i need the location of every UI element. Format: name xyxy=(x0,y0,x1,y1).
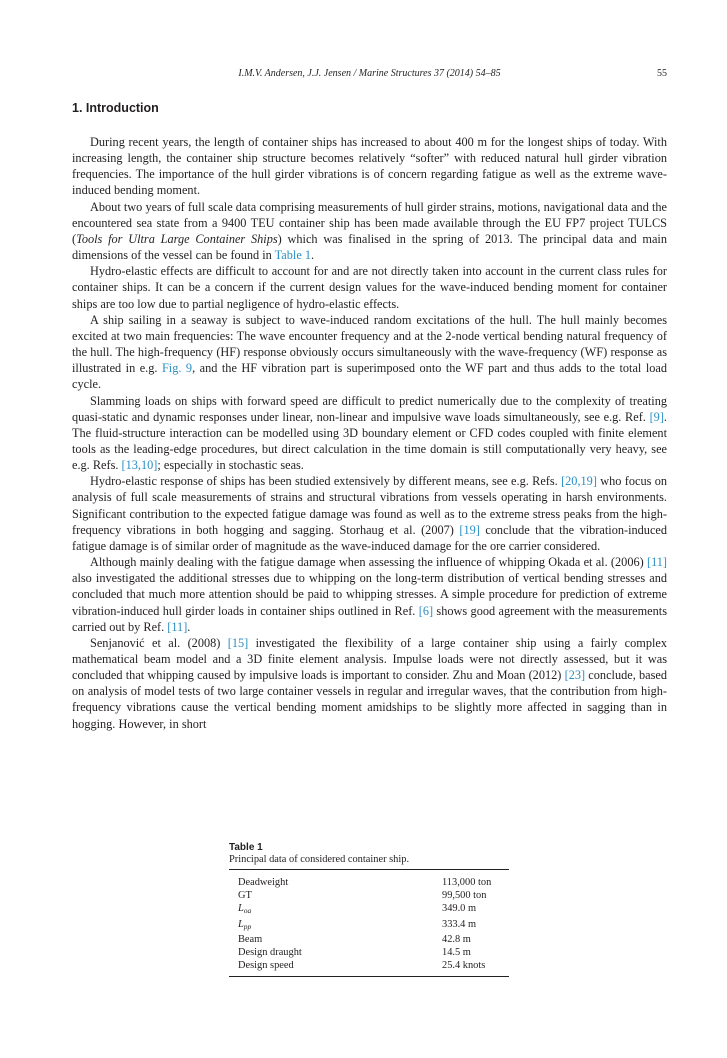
text-run: Slamming loads on ships with forward speed are difficult to predict numerically due to the complexity of treating quasi-static and dynamic responses under linear, non-linear and impulsive wave loads simultaneously, see e.g. Ref. xyxy=(72,393,667,424)
text-run: During recent years, the length of container ships has increased to about 400 m for the longest ships of today. With increasing length, the container ship structure becomes relatively “softer” with reduced natural hull girder vibration frequencies. The importance of the hull girder vibrations is of concern regarding fatigue as well as the extreme wave-induced bending moment. xyxy=(72,135,667,198)
reference-link[interactable]: [15] xyxy=(227,635,249,650)
text-run: also investigated the additional stresses due to whipping on the long-term distribution of vertical bending stresses and concluded that much more attention should be paid to whipping stresses. A simple procedure for prediction of extreme vibration-induced hull girder loads in container ships outlined in Ref. xyxy=(72,571,667,618)
reference-link[interactable]: [13,10] xyxy=(121,458,158,473)
table-row xyxy=(229,918,509,933)
parameter-value: 42.8 m xyxy=(442,933,471,945)
table-row xyxy=(229,870,509,890)
parameter-name xyxy=(229,918,442,933)
text-run: Although mainly dealing with the fatigue damage when assessing the influence of whipping Okada et al. (2006) xyxy=(90,555,647,570)
parameter-name xyxy=(229,933,442,946)
text-run: Senjanović et al. (2008) xyxy=(90,635,228,650)
reference-link[interactable]: [11] xyxy=(167,619,188,634)
table-row xyxy=(229,959,509,977)
parameter-name xyxy=(229,889,442,902)
text-run: Hydro-elastic effects are difficult to account for and are not directly taken into account in the current class rules for container ships. It can be a concern if the current design values for the wave-induced bending moment for container ships are too low due to partial negligence of hydro-elastic effects. xyxy=(72,264,667,311)
table-1 xyxy=(229,842,509,977)
reference-link[interactable]: [6] xyxy=(418,603,434,618)
table-label: Table 1 xyxy=(229,842,263,853)
paragraph xyxy=(72,312,667,393)
parameter-label: L xyxy=(238,903,244,915)
parameter-label: Design speed xyxy=(238,960,294,972)
italic-text: Tools for Ultra Large Container Ships xyxy=(76,231,278,246)
text-run: shows good agreement with the measurements carried out by Ref. xyxy=(72,603,667,634)
parameter-name xyxy=(229,946,442,959)
text-run: About two years of full scale data comprising measurements of hull girder strains, motions, navigational data and the encountered sea state from a 9400 TEU container ship has been made available through the EU FP7 project TULCS ( xyxy=(72,199,667,246)
parameter-name xyxy=(229,870,442,890)
text-run: . xyxy=(187,619,191,634)
text-run: who focus on analysis of full scale measurements of strains and structural vibrations from vessels operating in harsh environments. Significant contribution to the expected fatigue damage was found as well as to the extreme stress peaks from the high-frequency vibrations in both hogging and sagging. Storhaug et al. (2007) xyxy=(72,474,667,537)
paragraph xyxy=(72,473,667,554)
text-run: ; especially in stochastic seas. xyxy=(157,458,304,473)
parameter-value: 113,000 ton xyxy=(442,877,492,888)
parameter-value: 14.5 m xyxy=(442,947,471,959)
parameter-label: L xyxy=(238,918,244,930)
paragraph xyxy=(72,635,667,732)
text-run: Hydro-elastic response of ships has been studied extensively by different means, see e.g. Refs. xyxy=(90,474,562,489)
table-row xyxy=(229,946,509,959)
reference-link[interactable]: [19] xyxy=(459,522,480,537)
reference-link[interactable]: [20,19] xyxy=(561,474,597,489)
parameter-label: Design draught xyxy=(238,947,302,959)
parameter-subscript: pp xyxy=(243,921,252,931)
table-caption: Principal data of considered container ship. xyxy=(229,854,410,865)
paragraph xyxy=(72,393,667,474)
parameter-value: 25.4 knots xyxy=(442,960,486,972)
paragraph xyxy=(72,134,667,199)
reference-link[interactable]: [9] xyxy=(649,409,664,424)
parameter-name xyxy=(229,959,442,977)
text-run: , and the HF vibration part is superimposed onto the WF part and thus adds to the total load cycle. xyxy=(72,361,668,392)
text-run: A ship sailing in a seaway is subject to wave-induced random excitations of the hull. The hull mainly becomes excited at two main frequencies: The wave encounter frequency and at the 2-node vertical bending natural frequency of the hull. The high-frequency (HF) response obviously occurs simultaneously with the wave-frequency (WF) response as illustrated in e.g. xyxy=(72,312,667,376)
principal-data-table xyxy=(229,869,509,977)
paragraph xyxy=(72,263,667,311)
parameter-name xyxy=(229,902,442,917)
paragraph xyxy=(72,199,667,264)
reference-link[interactable]: [11] xyxy=(646,555,667,570)
parameter-label: Beam xyxy=(238,933,263,945)
section-title: 1. Introduction xyxy=(72,101,159,115)
text-run: . xyxy=(311,248,315,263)
parameter-subscript: oa xyxy=(243,906,252,916)
text-run: investigated the flexibility of a large container ship using a fairly complex mathematical beam model and a 3D finite element analysis. Impulse loads were not directly assessed, but it was concluded that whipping caused by impulsive loads is important to consider. Zhu and Moan (2012) xyxy=(72,635,667,683)
paragraph xyxy=(72,554,667,635)
journal-citation: I.M.V. Andersen, J.J. Jensen / Marine Structures 37 (2014) 54–85 xyxy=(238,68,501,79)
parameter-label: GT xyxy=(238,890,252,902)
reference-link[interactable]: Fig. 9 xyxy=(161,361,193,376)
parameter-label: Deadweight xyxy=(238,877,289,888)
parameter-value: 99,500 ton xyxy=(442,890,487,902)
text-run: . The fluid-structure interaction can be modelled using 3D boundary element or CFD codes coupled with finite element tools as the leading-edge procedures, but direct calculation in the time domain is still computationally very heavy, see e.g. Refs. xyxy=(72,409,667,473)
introduction-body xyxy=(72,134,667,732)
page-number: 55 xyxy=(657,68,667,79)
text-run: conclude that the vibration-induced fatigue damage is of similar order of magnitude as the wave-induced damage for the ore carrier considered. xyxy=(72,522,668,553)
parameter-value: 349.0 m xyxy=(442,903,477,915)
table-row xyxy=(229,933,509,946)
table-row xyxy=(229,902,509,917)
reference-link[interactable]: [23] xyxy=(564,668,586,683)
text-run: conclude, based on analysis of model tests of two large container vessels in regular and irregular waves, that the contribution from high-frequency vibrations cause the vertical bending moment amidships to be slightly more affected in sagging than in hogging. However, in short xyxy=(72,668,667,731)
reference-link[interactable]: Table 1 xyxy=(274,248,311,263)
parameter-value: 333.4 m xyxy=(442,918,477,930)
table-row xyxy=(229,889,509,902)
text-run: ) which was finalised in the spring of 2013. The principal data and main dimensions of the vessel can be found in xyxy=(72,231,667,263)
